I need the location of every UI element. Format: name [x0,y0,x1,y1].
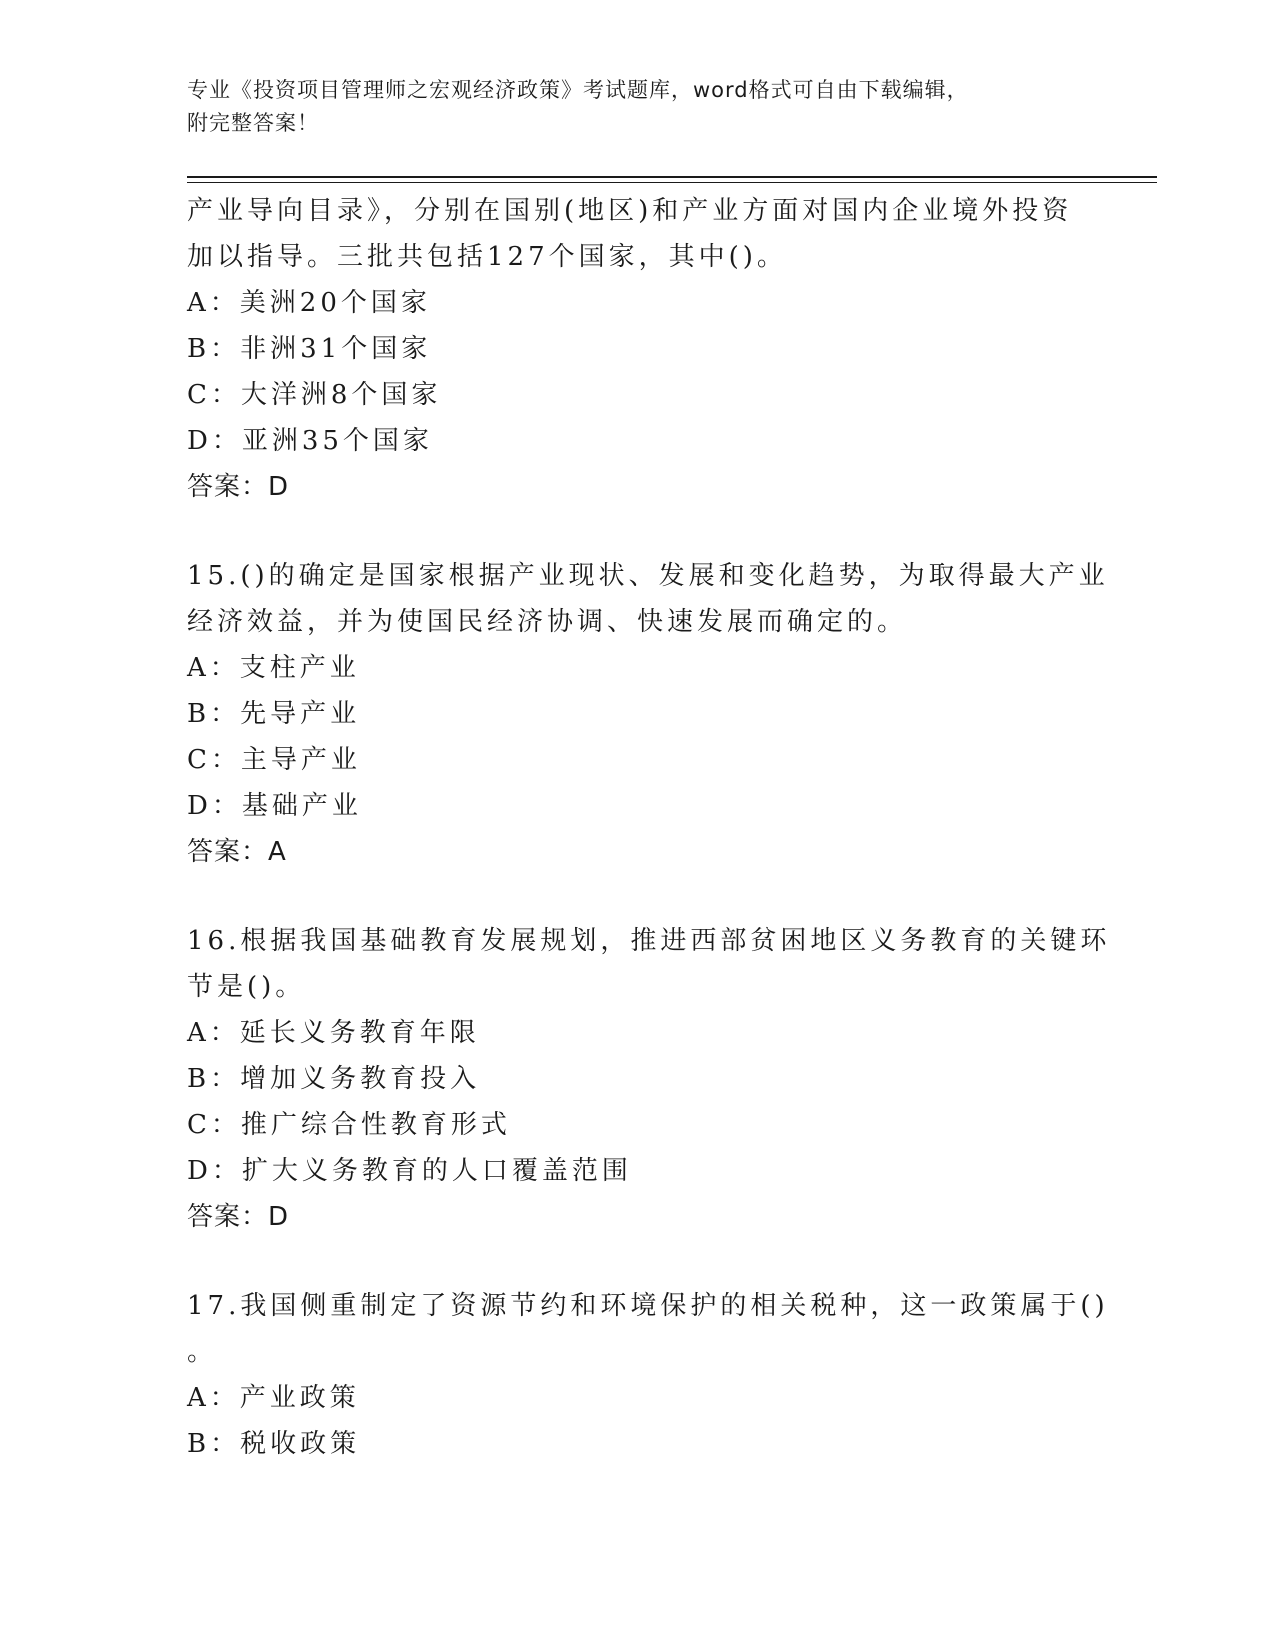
question-14-continued [187,188,1087,510]
option-a: A：支柱产业 [187,653,360,683]
option-b: B：非洲31个国家 [187,334,432,364]
question-stem-line: 产业导向目录》，分别在国别(地区)和产业方面对国内企业境外投资 [187,196,1073,226]
option-b: B：税收政策 [187,1429,361,1459]
option-b: B：增加义务教育投入 [187,1064,481,1094]
question-stem-line: 经济效益，并为使国民经济协调、快速发展而确定的。 [187,607,908,637]
question-17 [187,1283,1109,1467]
spacer [187,1240,1087,1283]
answer-line: 答案：A [187,837,287,867]
question-16 [187,918,1111,1240]
header-divider-thin [187,182,1157,183]
answer-line: 答案：D [187,472,290,502]
question-stem-line: 17.我国侧重制定了资源节约和环境保护的相关税种，这一政策属于() [187,1291,1109,1321]
option-a: A：产业政策 [187,1383,360,1413]
header-line-1: 专业《投资项目管理师之宏观经济政策》考试题库，word格式可自由下载编辑， [187,78,969,102]
option-d: D：亚洲35个国家 [187,426,433,456]
option-c: C：大洋洲8个国家 [187,380,442,410]
option-c: C：主导产业 [187,745,361,775]
question-15 [187,553,1109,875]
spacer [187,875,1087,918]
option-a: A：美洲20个国家 [187,288,431,318]
document-header [187,74,1087,140]
option-b: B：先导产业 [187,699,361,729]
option-d: D：扩大义务教育的人口覆盖范围 [187,1156,632,1186]
question-stem-line: 。 [187,1337,218,1367]
question-stem-line: 加以指导。三批共包括127个国家，其中()。 [187,242,787,272]
question-stem-line: 16.根据我国基础教育发展规划，推进西部贫困地区义务教育的关键环 [187,926,1111,956]
option-c: C：推广综合性教育形式 [187,1110,511,1140]
option-a: A：延长义务教育年限 [187,1018,480,1048]
option-d: D：基础产业 [187,791,362,821]
spacer [187,510,1087,553]
header-line-2: 附完整答案！ [187,111,319,135]
header-divider-thick [187,176,1157,178]
question-list [187,188,1111,1467]
answer-line: 答案：D [187,1202,290,1232]
question-stem-line: 节是()。 [187,972,306,1002]
question-stem-line: 15.()的确定是国家根据产业现状、发展和变化趋势，为取得最大产业 [187,561,1109,591]
